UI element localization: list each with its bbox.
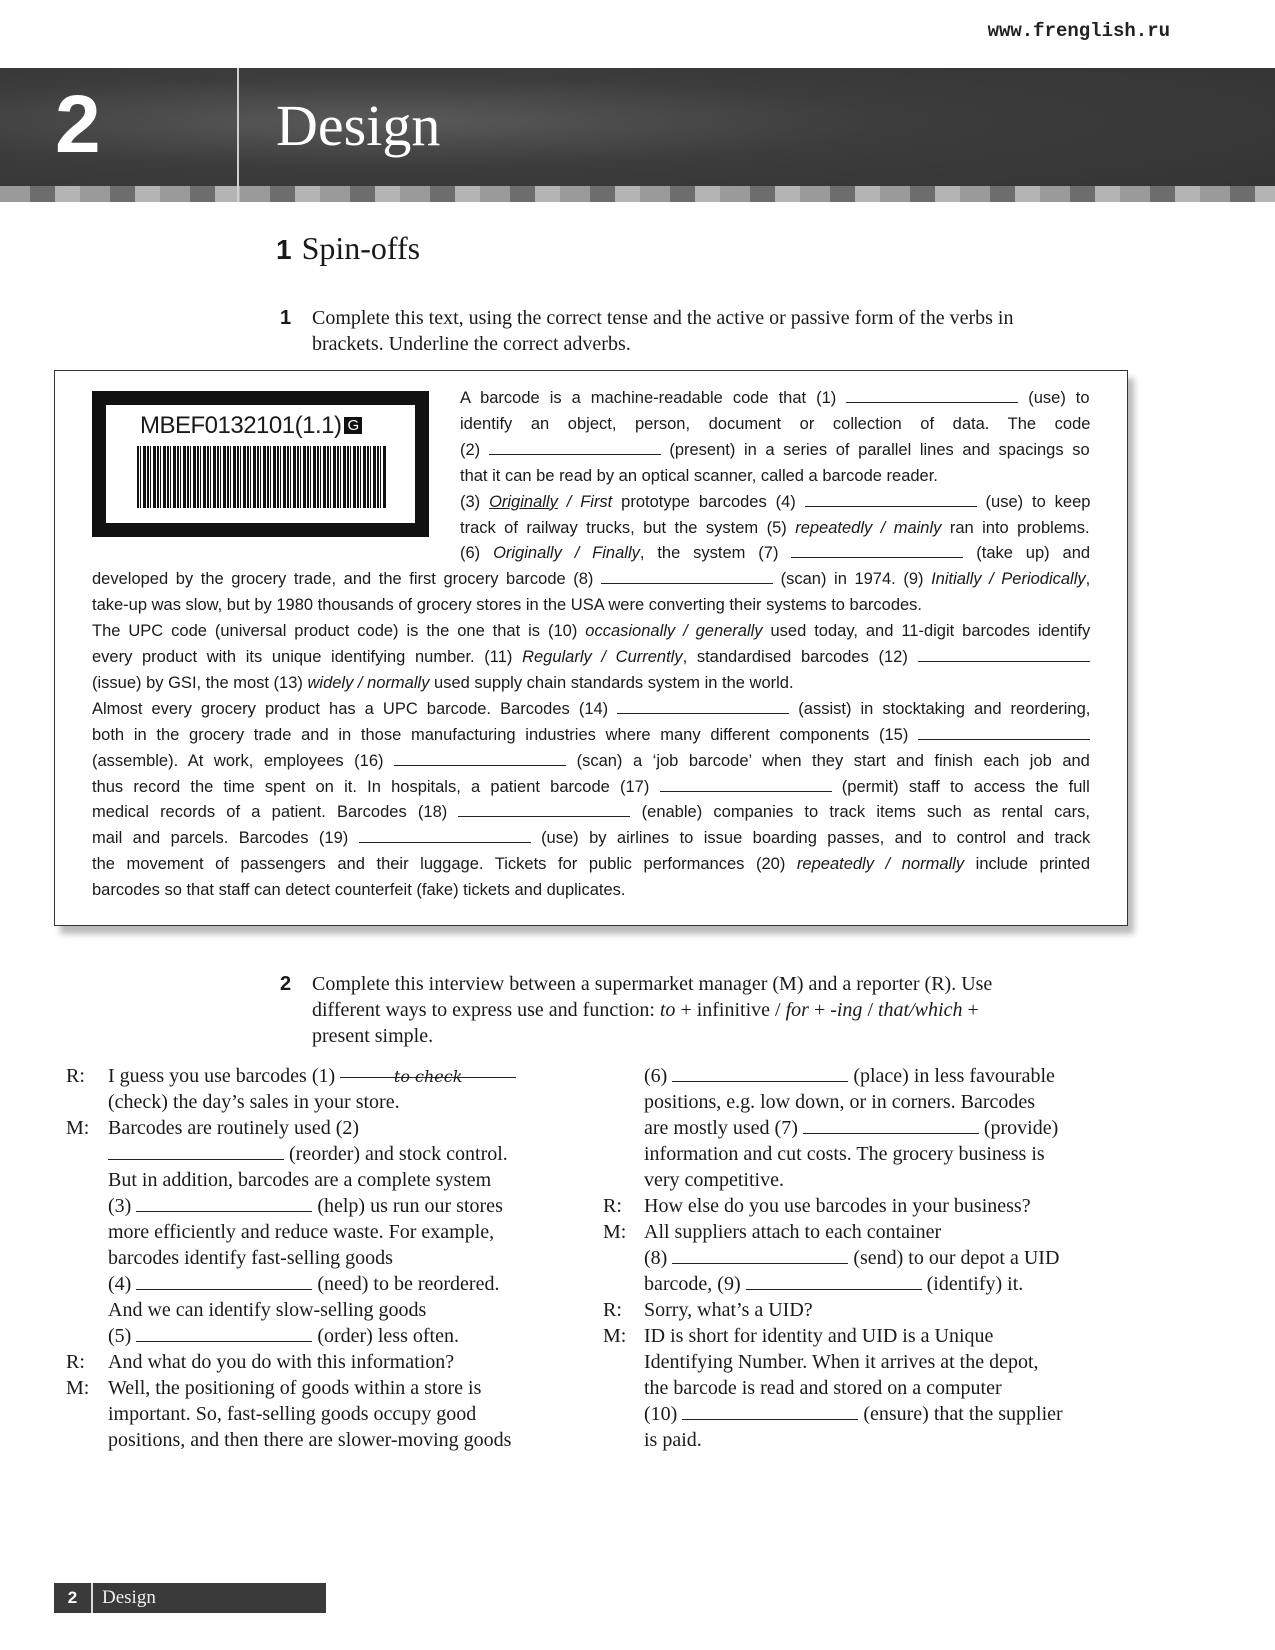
interview-line [108,1115,359,1141]
text-line [460,437,1090,463]
interview-line [644,1323,993,1349]
interview-line [644,1427,702,1453]
text: Complete this interview between a supermarket manager (M) and a reporter (R). Use [312,973,993,995]
text: (provide) [978,1116,1059,1139]
text: information and cut costs. The grocery business is [644,1142,1045,1165]
interview-line [108,1167,491,1193]
text-line [92,799,1090,825]
answer-blank[interactable] [617,697,789,714]
interview-line [108,1297,426,1323]
text: more efficiently and reduce waste. For example, [108,1220,495,1243]
interview-line [108,1089,400,1115]
text: (order) less often. [312,1324,459,1347]
interview-line [108,1349,454,1375]
text-line [92,722,1090,748]
text: And what do you do with this information? [108,1350,455,1373]
text: (place) in less favourable [848,1065,1055,1087]
text: , [1085,570,1091,589]
text-line [92,748,1090,774]
interview-line [644,1115,1058,1141]
text: (use) by airlines to issue boarding passes, and to control and track [530,829,1091,848]
interview-line [108,1063,516,1089]
speaker-label: R: [603,1194,622,1217]
text-line [460,540,1090,566]
text: (scan) in 1974. (9) [773,570,932,589]
answer-blank[interactable] [340,1063,516,1086]
text: (assist) in stocktaking and reordering, [789,699,1091,718]
exercise-number: 2 [280,973,292,995]
answer-blank[interactable] [394,749,566,766]
text: the movement of passengers and their luggage. Tickets for public performances (20) [92,855,797,874]
text-line [92,644,1090,670]
text: the barcode is read and stored on a computer [644,1376,1002,1399]
answer-blank[interactable] [846,386,1018,403]
adverb-choice: to [659,999,676,1021]
text: identify an object, person, document or collection of data. The code [460,414,1091,433]
text: used today, and 11-digit barcodes identify [762,622,1091,641]
interview-line [108,1245,393,1271]
adverb-choice: Regularly / Currently [522,648,683,666]
speaker-label: R: [66,1065,85,1087]
interview-line [644,1349,1039,1375]
text: (5) [108,1324,137,1347]
interview-line [644,1375,1002,1401]
text: include printed [964,855,1091,874]
answer-blank[interactable] [108,1145,284,1160]
text: medical records of a patient. Barcodes (18) [92,803,459,822]
speaker-label: M: [66,1116,90,1139]
text: take-up was slow, but by 1980 thousands of grocery stores in the USA were converting their systems to barcodes. [92,596,923,615]
text: developed by the grocery trade, and the first grocery barcode (8) [92,570,602,589]
interview-line [108,1323,459,1349]
interview-line [108,1219,494,1245]
barcode-code: MBEF0132101(1.1) [140,412,342,439]
answer-blank[interactable] [805,490,977,507]
text: barcodes so that staff can detect counterfeit (fake) tickets and duplicates. [92,881,626,900]
text: (identify) it. [921,1272,1024,1295]
text: (3) [460,492,490,511]
text: , standardised barcodes (12) [682,648,918,666]
text: (permit) staff to access the full [831,777,1090,796]
text-line [92,774,1090,800]
answer-blank[interactable] [489,438,661,455]
barcode-badge: G [344,417,361,434]
instruction-line [312,997,1140,1023]
text: I guess you use barcodes (1) [108,1065,341,1087]
footer-bar [54,1583,326,1613]
answer-blank[interactable] [682,1405,858,1420]
text-line [92,825,1090,851]
adverb-choice: -ing [830,999,863,1021]
answer-blank[interactable] [136,1197,312,1212]
answer-blank[interactable] [660,775,832,792]
text: (8) [644,1246,673,1269]
site-url: www.frenglish.ru [987,20,1170,42]
instruction-line: Complete this text, using the correct tense and the active or passive form of the verbs in [312,307,1014,329]
answer-blank[interactable] [791,541,963,558]
text: (ensure) that the supplier [858,1402,1063,1425]
footer-page-number: 2 [54,1583,93,1613]
text: barcode, (9) [644,1272,746,1295]
text: that it can be read by an optical scanner, called a barcode reader. [460,466,938,485]
speaker-label: R: [603,1298,622,1321]
interview-line [108,1141,508,1167]
adverb-choice: repeatedly / normally [796,855,965,874]
answer-blank[interactable] [672,1067,848,1082]
text-line [460,463,938,489]
text: The UPC code (universal product code) is the one that is (10) [92,622,586,641]
text-line [460,411,1090,437]
answer-blank[interactable] [359,826,531,843]
answer-blank[interactable] [803,1119,979,1134]
text: Barcodes are routinely used (2) [108,1116,360,1139]
text: every product with its unique identifying number. (11) [92,648,523,666]
text: positions, and then there are slower-moving goods [108,1428,512,1451]
adverb-choice: widely / normally [307,673,430,692]
text: very competitive. [644,1168,784,1191]
banner-divider [237,68,239,202]
text: Identifying Number. When it arrives at the depot, [644,1350,1039,1373]
text: (6) [460,544,494,563]
text: different ways to express use and function: [312,999,660,1021]
section-title: Spin-offs [301,230,421,266]
text: ran into problems. [941,518,1090,537]
section-number: 1 [276,234,292,265]
text: All suppliers attach to each container [644,1220,942,1243]
text: are mostly used (7) [644,1116,803,1139]
chapter-title: Design [276,93,441,158]
chapter-banner [0,68,1275,202]
text: Almost every grocery product has a UPC barcode. Barcodes (14) [92,699,618,718]
answer-blank[interactable] [136,1275,312,1290]
underlined-adverb: Originally [489,492,558,511]
text: / [862,999,878,1021]
adverb-choice: for [785,999,809,1021]
text: (scan) a ‘job barcode’ when they start and finish each job and [566,751,1090,770]
answer-blank[interactable] [918,645,1090,662]
answer-blank[interactable] [746,1275,922,1290]
text: mail and parcels. Barcodes (19) [92,829,359,848]
text-line [92,566,1090,592]
text: both in the grocery trade and in those manufacturing industries where many different components (15) [92,725,919,744]
text: And we can identify slow-selling goods [108,1298,427,1321]
text: (issue) by GSI, the most (13) [92,673,308,692]
interview-line [108,1427,511,1453]
text: (help) us run our stores [312,1194,503,1217]
text: But in addition, barcodes are a complete system [108,1168,492,1191]
interview-line [644,1219,941,1245]
adverb-choice: that/which [878,999,963,1021]
instruction-line [312,971,1140,997]
text: (use) to keep [976,492,1091,511]
interview-line [644,1089,1035,1115]
adverb-choice: repeatedly / mainly [795,518,942,537]
interview-line [108,1375,481,1401]
text: (check) the day’s sales in your store. [108,1090,400,1113]
banner-stripe [0,186,1275,202]
text: present simple. [312,1025,434,1047]
text-line [92,877,626,903]
text: (3) [108,1194,137,1217]
adverb-choice: / First [557,492,613,511]
text: How else do you use barcodes in your business? [644,1194,1031,1217]
interview-line [644,1271,1023,1297]
interview-line [644,1063,1055,1089]
text-line [460,515,1090,541]
text: (assemble). At work, employees (16) [92,751,395,770]
text-line [460,489,1090,515]
text: important. So, fast-selling goods occupy good [108,1402,477,1425]
text: (need) to be reordered. [312,1272,500,1295]
text: (present) in a series of parallel lines and spacings so [660,440,1090,459]
barcode-bars [137,446,387,508]
text: (2) [460,440,489,459]
interview-line [108,1401,476,1427]
text: Sorry, what’s a UID? [644,1298,813,1321]
text: (reorder) and stock control. [284,1142,508,1165]
text-line [460,385,1090,411]
interview-line [644,1401,1063,1427]
answer-blank[interactable] [136,1327,312,1342]
text-line [92,592,922,618]
text: prototype barcodes (4) [612,492,805,511]
chapter-number: 2 [55,79,101,170]
adverb-choice: Originally / Finally [493,544,640,563]
text: (send) to our depot a UID [848,1246,1060,1269]
section-heading [276,230,420,267]
speaker-label: M: [66,1376,90,1399]
interview-line [108,1193,503,1219]
interview-line [644,1167,784,1193]
text: (enable) companies to track items such as rental cars, [630,803,1090,822]
text: + infinitive / [675,999,786,1021]
text: A barcode is a machine-readable code that (1) [460,389,847,407]
interview-line [108,1271,499,1297]
adverb-choice: Initially / Periodically [931,570,1086,589]
speaker-label: M: [603,1324,627,1347]
speaker-label: R: [66,1350,85,1373]
text: (use) to [1018,389,1090,407]
text: + [962,999,979,1021]
text: (6) [644,1065,673,1087]
footer-title: Design [102,1587,156,1608]
text-line [92,696,1090,722]
interview-line [644,1245,1059,1271]
answer-text: to check [393,1067,463,1086]
text: ID is short for identity and UID is a Unique [644,1324,994,1347]
text-line [92,851,1090,877]
text-line [92,670,794,696]
text: (10) [644,1402,683,1425]
text: track of railway trucks, but the system (5) [460,518,796,537]
speaker-label: M: [603,1220,627,1243]
text: + [808,999,831,1021]
text: positions, e.g. low down, or in corners. Barcodes [644,1090,1036,1113]
text-line [92,618,1090,644]
interview-line [644,1297,813,1323]
answer-blank[interactable] [601,567,773,584]
exercise-2-instruction [280,971,1140,1049]
text: barcodes identify fast-selling goods [108,1246,393,1269]
text: (4) [108,1272,137,1295]
text: (take up) and [963,544,1091,563]
interview-line [644,1193,1031,1219]
adverb-choice: occasionally / generally [585,622,763,641]
exercise-number: 1 [280,307,292,329]
text: Well, the positioning of goods within a store is [108,1376,482,1399]
answer-blank[interactable] [672,1249,848,1264]
barcode-label [140,412,362,440]
answer-blank[interactable] [918,723,1090,740]
text: used supply chain standards system in the world. [429,673,794,692]
text: is paid. [644,1428,702,1451]
instruction-line: brackets. Underline the correct adverbs. [312,333,631,355]
interview-line [644,1141,1045,1167]
answer-blank[interactable] [458,800,630,817]
instruction-line [312,1023,1140,1049]
exercise-1-instruction [280,305,1140,357]
text: thus record the time spent on it. In hospitals, a patient barcode (17) [92,777,660,796]
text: , the system (7) [639,544,792,563]
